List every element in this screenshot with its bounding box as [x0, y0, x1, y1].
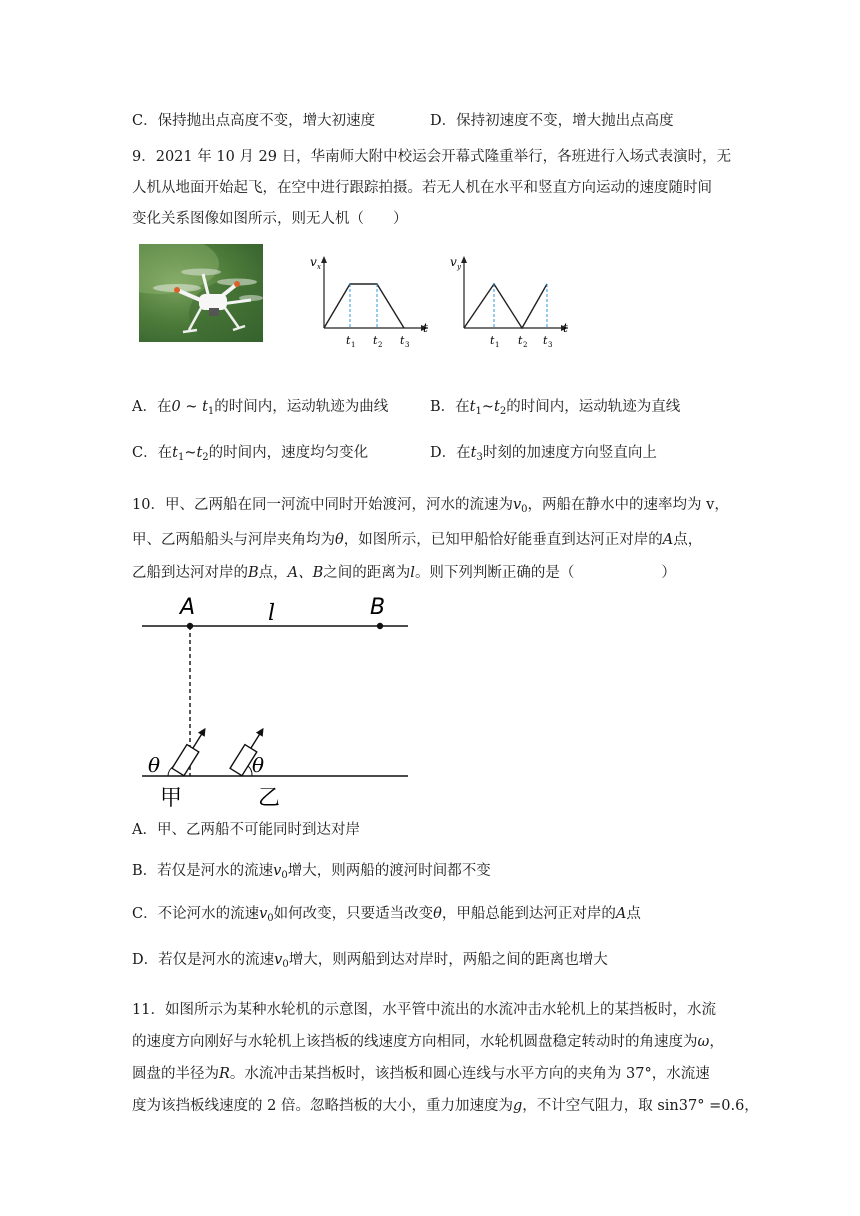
label-yi: 乙: [258, 786, 281, 811]
q11-stem-line3: 圆盘的半径为R。水流冲击某挡板时，该挡板和圆心连线与水平方向的夹角为 37°，水流速: [132, 1066, 710, 1082]
vx-time-graph: [300, 250, 440, 350]
vx-tick-t2-sub: 2: [378, 341, 383, 349]
vy-tick-t3-sub: 3: [548, 341, 553, 349]
vy-tick-t2-sub: 2: [523, 341, 528, 349]
theta-jia: θ: [148, 753, 161, 777]
q10-option-a: A．甲、乙两船不可能同时到达对岸: [132, 822, 360, 838]
q10-stem-line1: 10．甲、乙两船在同一河流中同时开始渡河，河水的流速为$v_0$，两船在静水中的速率均为 v，: [132, 497, 729, 515]
q8-option-d: D．保持初速度不变，增大抛出点高度: [430, 113, 674, 129]
q11-stem-line2: 的速度方向刚好与水轮机上该挡板的线速度方向相同，水轮机圆盘稳定转动时的角速度为ω，: [132, 1034, 724, 1050]
theta-yi: θ: [252, 753, 265, 777]
vy-axis-sub: y: [457, 263, 461, 271]
q9-stem-line2: 人机从地面开始起飞，在空中进行跟踪拍摄。若无人机在水平和竖直方向运动的速度随时间: [132, 180, 712, 196]
vx-t-axis-label: t: [423, 321, 428, 335]
vx-axis-label: v: [310, 255, 317, 269]
river-crossing-figure: [130, 590, 420, 815]
vx-tick-t3: t: [400, 334, 405, 347]
vy-tick-t2: t: [518, 334, 523, 347]
q10-stem-line2: 甲、乙两船船头与河岸夹角均为θ，如图所示，已知甲船恰好能垂直到达河正对岸的A点，: [132, 532, 703, 548]
vy-tick-t3: t: [543, 334, 548, 347]
vx-tick-t1: t: [346, 334, 351, 347]
q10-option-c: C．不论河水的流速$v_0$如何改变，只要适当改变θ，甲船总能到达河正对岸的A点: [132, 906, 641, 924]
vx-tick-t2: t: [373, 334, 378, 347]
q10-option-b: B．若仅是河水的流速$v_0$增大，则两船的渡河时间都不变: [132, 863, 491, 881]
vx-tick-t1-sub: 1: [351, 341, 356, 349]
q11-stem-line1: 11．如图所示为某种水轮机的示意图，水平管中流出的水流冲击水轮机上的某挡板时，水流: [132, 1002, 716, 1018]
label-b: B: [370, 595, 386, 620]
q8-option-c: C．保持抛出点高度不变，增大初速度: [132, 113, 376, 129]
q9-option-b: B．在$t_1\sim t_2$的时间内，运动轨迹为直线: [430, 399, 681, 417]
vx-axis-sub: x: [317, 263, 321, 271]
drone-icon: [139, 244, 263, 342]
drone-photo: [139, 244, 263, 342]
vy-t-axis-label: t: [563, 321, 568, 335]
boat-jia-icon: [172, 724, 211, 776]
label-l: l: [268, 601, 276, 626]
q10-option-d: D．若仅是河水的流速$v_0$增大，则两船到达对岸时，两船之间的距离也增大: [132, 952, 608, 970]
q9-option-d: D．在$t_3$时刻的加速度方向竖直向上: [430, 445, 657, 463]
label-a: A: [180, 595, 196, 620]
vy-axis-label: v: [450, 255, 457, 269]
q9-option-a: A．在0 ~ $t_1$的时间内，运动轨迹为曲线: [132, 399, 389, 417]
q11-stem-line4: 度为该挡板线速度的 2 倍。忽略挡板的大小，重力加速度为g，不计空气阻力，取 sin37° =0.6，: [132, 1098, 759, 1114]
label-jia: 甲: [160, 786, 183, 811]
q10-stem-line3: 乙船到达河对岸的B点，A、B之间的距离为l。则下列判断正确的是（ ）: [132, 565, 676, 581]
vy-tick-t1: t: [490, 334, 495, 347]
vy-time-graph: [440, 250, 580, 350]
point-b: [377, 623, 383, 629]
q9-option-c: C．在$t_1\sim t_2$的时间内，速度均匀变化: [132, 445, 369, 463]
q9-stem-line3: 变化关系图像如图所示，则无人机（ ）: [132, 211, 408, 227]
vx-tick-t3-sub: 3: [405, 341, 410, 349]
vy-tick-t1-sub: 1: [495, 341, 500, 349]
q9-stem-line1: 9．2021 年 10 月 29 日，华南师大附中校运会开幕式隆重举行，各班进行入场式表演时，无: [132, 149, 732, 165]
